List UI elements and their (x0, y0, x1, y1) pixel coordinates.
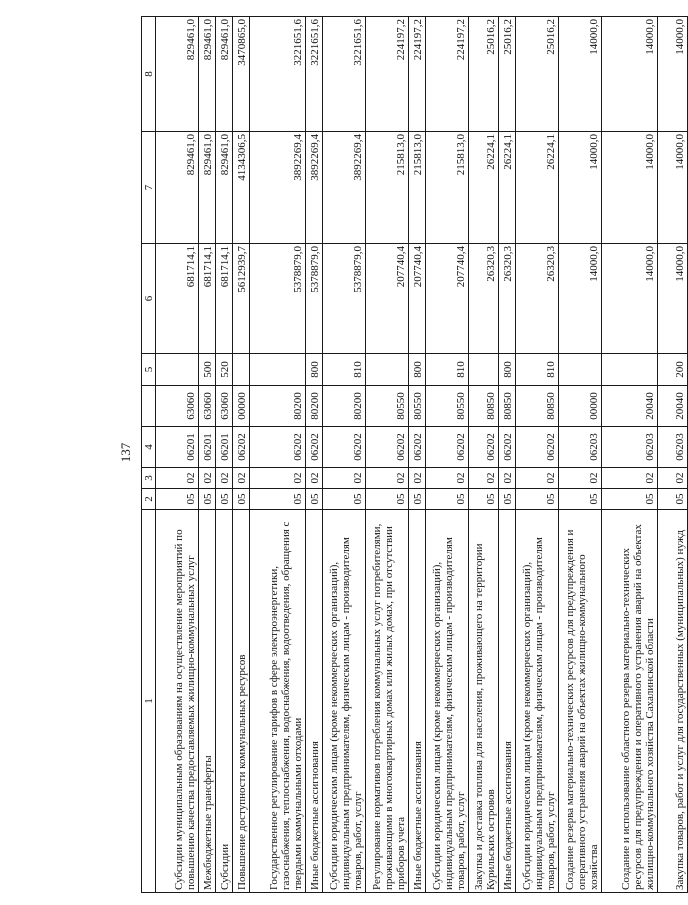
expense-type-code: 800 (306, 354, 323, 386)
amount-col6: 5378879,0 (250, 244, 306, 354)
direction-code: 80550 (426, 386, 469, 427)
program-code: 06202 (499, 427, 516, 468)
row-name: Регулирование нормативов потребления коммунальных услуг потребителями, проживающими в многоквартирных домах или жилых домах, при отсутствии приборов учета (366, 510, 409, 893)
expense-type-code (366, 354, 409, 386)
section-code: 05 (559, 489, 602, 510)
subsection-code: 02 (658, 468, 688, 489)
expense-type-code: 500 (199, 354, 216, 386)
expense-type-code: 800 (409, 354, 426, 386)
amount-col7: 829461,0 (199, 132, 216, 244)
expense-type-code: 810 (323, 354, 366, 386)
amount-col8: 14000,0 (658, 17, 688, 132)
amount-col8: 224197,2 (426, 17, 469, 132)
amount-col6: 5378879,0 (306, 244, 323, 354)
header-cell: 6 (142, 244, 156, 354)
amount-col6: 207740,4 (409, 244, 426, 354)
row-name: Субсидии юридическим лицам (кроме некоммерческих организаций), индивидуальным предпринимателям, физическим лицам - производителям товаров, работ, услуг (323, 510, 366, 893)
expense-type-code (233, 354, 250, 386)
budget-table (141, 16, 688, 893)
amount-col8: 25016,2 (516, 17, 559, 132)
table-row (499, 17, 516, 893)
table-row (156, 17, 199, 893)
section-code: 05 (216, 489, 233, 510)
row-name: Субсидии муниципальным образованиям на осуществление мероприятий по повышению качества предоставляемых жилищно-коммунальных услуг (156, 510, 199, 893)
direction-code: 20040 (602, 386, 658, 427)
direction-code: 80550 (366, 386, 409, 427)
amount-col8: 3221651,6 (250, 17, 306, 132)
program-code: 06202 (366, 427, 409, 468)
amount-col6: 681714,1 (199, 244, 216, 354)
expense-type-code (602, 354, 658, 386)
direction-code: 80850 (469, 386, 499, 427)
direction-code: 80200 (306, 386, 323, 427)
section-code: 05 (499, 489, 516, 510)
direction-code: 63060 (199, 386, 216, 427)
section-code: 05 (233, 489, 250, 510)
program-code: 06201 (156, 427, 199, 468)
amount-col7: 3892269,4 (250, 132, 306, 244)
amount-col8: 25016,2 (469, 17, 499, 132)
program-code: 06203 (602, 427, 658, 468)
section-code: 05 (323, 489, 366, 510)
direction-code: 80200 (323, 386, 366, 427)
subsection-code: 02 (516, 468, 559, 489)
program-code: 06203 (658, 427, 688, 468)
table-row (216, 17, 233, 893)
subsection-code: 02 (469, 468, 499, 489)
expense-type-code: 800 (499, 354, 516, 386)
table-row (323, 17, 366, 893)
amount-col7: 215813,0 (426, 132, 469, 244)
header-row (142, 17, 156, 893)
amount-col8: 3221651,6 (323, 17, 366, 132)
expense-type-code (469, 354, 499, 386)
amount-col6: 207740,4 (426, 244, 469, 354)
subsection-code: 02 (250, 468, 306, 489)
amount-col7: 215813,0 (409, 132, 426, 244)
section-code: 05 (306, 489, 323, 510)
section-code: 05 (409, 489, 426, 510)
row-name: Межбюджетные трансферты (199, 510, 216, 893)
program-code: 06203 (559, 427, 602, 468)
amount-col8: 25016,2 (499, 17, 516, 132)
header-cell: 2 (142, 489, 156, 510)
amount-col8: 224197,2 (366, 17, 409, 132)
amount-col7: 829461,0 (216, 132, 233, 244)
expense-type-code: 520 (216, 354, 233, 386)
subsection-code: 02 (306, 468, 323, 489)
amount-col8: 14000,0 (602, 17, 658, 132)
table-row (366, 17, 409, 893)
amount-col6: 14000,0 (658, 244, 688, 354)
program-code: 06202 (426, 427, 469, 468)
program-code: 06202 (250, 427, 306, 468)
row-name: Иные бюджетные ассигнования (409, 510, 426, 893)
table-row (233, 17, 250, 893)
table-row (469, 17, 499, 893)
subsection-code: 02 (323, 468, 366, 489)
table-row (306, 17, 323, 893)
expense-type-code: 200 (658, 354, 688, 386)
amount-col7: 26224,1 (469, 132, 499, 244)
amount-col8: 3470865,0 (233, 17, 250, 132)
table-row (559, 17, 602, 893)
expense-type-code (156, 354, 199, 386)
section-code: 05 (602, 489, 658, 510)
direction-code: 00000 (233, 386, 250, 427)
subsection-code: 02 (559, 468, 602, 489)
row-name: Создание и использование областного резерва материально-технических ресурсов для предупреждения и оперативного устранения аварий на объектах жилищно-коммунального хозяйства Сахалинской области (602, 510, 658, 893)
amount-col8: 829461,0 (216, 17, 233, 132)
subsection-code: 02 (156, 468, 199, 489)
section-code: 05 (156, 489, 199, 510)
amount-col7: 215813,0 (366, 132, 409, 244)
header-cell: 4 (142, 427, 156, 468)
amount-col8: 3221651,6 (306, 17, 323, 132)
amount-col7: 14000,0 (602, 132, 658, 244)
program-code: 06202 (469, 427, 499, 468)
section-code: 05 (250, 489, 306, 510)
table-row (250, 17, 306, 893)
row-name: Субсидии юридическим лицам (кроме некоммерческих организаций), индивидуальным предпринимателям, физическим лицам - производителям товаров, работ, услуг (426, 510, 469, 893)
program-code: 06202 (306, 427, 323, 468)
amount-col6: 681714,1 (216, 244, 233, 354)
amount-col6: 26320,3 (516, 244, 559, 354)
subsection-code: 02 (366, 468, 409, 489)
amount-col6: 14000,0 (559, 244, 602, 354)
subsection-code: 02 (199, 468, 216, 489)
direction-code: 00000 (559, 386, 602, 427)
amount-col7: 3892269,4 (306, 132, 323, 244)
subsection-code: 02 (409, 468, 426, 489)
program-code: 06202 (233, 427, 250, 468)
amount-col7: 829461,0 (156, 132, 199, 244)
expense-type-code (559, 354, 602, 386)
amount-col7: 26224,1 (516, 132, 559, 244)
amount-col6: 5378879,0 (323, 244, 366, 354)
row-name: Субсидии (216, 510, 233, 893)
amount-col7: 14000,0 (559, 132, 602, 244)
section-code: 05 (658, 489, 688, 510)
direction-code: 80550 (409, 386, 426, 427)
subsection-code: 02 (602, 468, 658, 489)
header-cell: 5 (142, 354, 156, 386)
program-code: 06202 (323, 427, 366, 468)
row-name: Иные бюджетные ассигнования (499, 510, 516, 893)
direction-code: 80850 (499, 386, 516, 427)
amount-col6: 26320,3 (469, 244, 499, 354)
table-row (409, 17, 426, 893)
direction-code: 63060 (216, 386, 233, 427)
table-row (199, 17, 216, 893)
amount-col6: 26320,3 (499, 244, 516, 354)
amount-col7: 3892269,4 (323, 132, 366, 244)
amount-col8: 14000,0 (559, 17, 602, 132)
amount-col6: 207740,4 (366, 244, 409, 354)
row-name: Повышение доступности коммунальных ресурсов (233, 510, 250, 893)
amount-col6: 14000,0 (602, 244, 658, 354)
subsection-code: 02 (216, 468, 233, 489)
amount-col8: 829461,0 (199, 17, 216, 132)
subsection-code: 02 (233, 468, 250, 489)
row-name: Закупка и доставка топлива для населения, проживающего на территории Курильских островов (469, 510, 499, 893)
program-code: 06202 (409, 427, 426, 468)
amount-col8: 829461,0 (156, 17, 199, 132)
amount-col6: 5612939,7 (233, 244, 250, 354)
header-cell: 1 (142, 510, 156, 893)
program-code: 06201 (216, 427, 233, 468)
amount-col7: 26224,1 (499, 132, 516, 244)
section-code: 05 (366, 489, 409, 510)
direction-code: 80200 (250, 386, 306, 427)
amount-col8: 224197,2 (409, 17, 426, 132)
amount-col6: 681714,1 (156, 244, 199, 354)
page-number: 137 (118, 442, 133, 463)
expense-type-code: 810 (516, 354, 559, 386)
expense-type-code (250, 354, 306, 386)
expense-type-code: 810 (426, 354, 469, 386)
direction-code: 63060 (156, 386, 199, 427)
table-row (516, 17, 559, 893)
section-code: 05 (516, 489, 559, 510)
header-cell (142, 386, 156, 427)
header-cell: 8 (142, 17, 156, 132)
direction-code: 80850 (516, 386, 559, 427)
subsection-code: 02 (426, 468, 469, 489)
subsection-code: 02 (499, 468, 516, 489)
row-name: Государственное регулирование тарифов в сфере электроэнергетики, газоснабжения, теплоснабжения, водоснабжения, водоотведения, обращения с твердыми коммунальными отходами (250, 510, 306, 893)
direction-code: 20040 (658, 386, 688, 427)
section-code: 05 (199, 489, 216, 510)
row-name: Закупка товаров, работ и услуг для государственных (муниципальных) нужд (658, 510, 688, 893)
row-name: Иные бюджетные ассигнования (306, 510, 323, 893)
section-code: 05 (426, 489, 469, 510)
row-name: Создание резерва материально-технических ресурсов для предупреждения и оперативного устранения аварий на объектах жилищно-коммунального хозяйства (559, 510, 602, 893)
section-code: 05 (469, 489, 499, 510)
header-cell: 7 (142, 132, 156, 244)
table-row (658, 17, 688, 893)
row-name: Субсидии юридическим лицам (кроме некоммерческих организаций), индивидуальным предпринимателям, физическим лицам - производителям товаров, работ, услуг (516, 510, 559, 893)
header-cell: 3 (142, 468, 156, 489)
program-code: 06202 (516, 427, 559, 468)
table-row (602, 17, 658, 893)
amount-col7: 14000,0 (658, 132, 688, 244)
amount-col7: 4134306,5 (233, 132, 250, 244)
table-row (426, 17, 469, 893)
program-code: 06201 (199, 427, 216, 468)
